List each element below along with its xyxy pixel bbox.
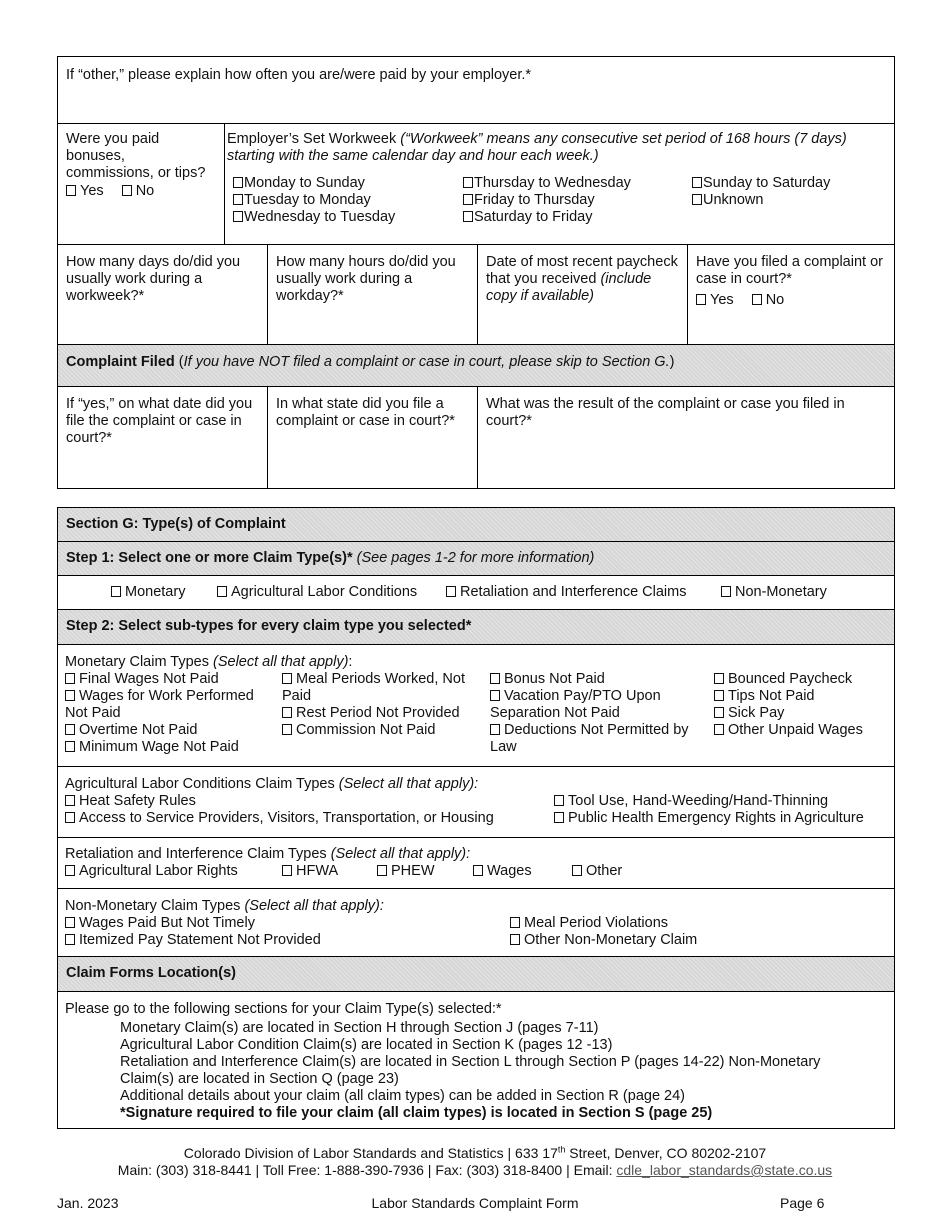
agricultural-option[interactable]: Heat Safety Rules [65, 793, 196, 810]
checkbox-icon[interactable] [65, 865, 75, 876]
checkbox-icon[interactable] [377, 865, 387, 876]
non-monetary-option[interactable]: Meal Period Violations [510, 915, 668, 932]
workweek-row [58, 124, 894, 245]
checkbox-icon[interactable] [572, 865, 582, 876]
complaint-result-label: What was the result of the complaint or case you filed in court?* [486, 396, 845, 429]
hours-per-day-label: How many hours do/did you usually work during a workday?* [276, 254, 456, 304]
location-line: Claim(s) are located in Section Q (page 23) [120, 1071, 399, 1087]
checkbox-icon[interactable] [66, 185, 76, 196]
checkbox-icon[interactable] [696, 294, 706, 305]
workweek-option[interactable]: Thursday to Wednesday [463, 175, 631, 192]
monetary-option[interactable]: Minimum Wage Not Paid [65, 739, 270, 756]
complaint-result-field[interactable] [477, 387, 894, 488]
checkbox-icon[interactable] [122, 185, 132, 196]
agricultural-option[interactable]: Access to Service Providers, Visitors, Transportation, or Housing [65, 810, 494, 827]
retaliation-option[interactable]: Other [572, 863, 622, 880]
checkbox-icon[interactable] [510, 917, 520, 928]
hours-per-day-field[interactable] [267, 245, 477, 344]
checkbox-icon[interactable] [490, 690, 500, 701]
non-monetary-subtypes-title: Non-Monetary Claim Types (Select all that apply): [65, 898, 384, 914]
retaliation-subtypes-row [58, 838, 894, 889]
non-monetary-option[interactable]: Other Non-Monetary Claim [510, 932, 697, 949]
footer-page-number: Page 6 [780, 1195, 825, 1211]
checkbox-icon[interactable] [282, 673, 292, 684]
checkbox-icon[interactable] [463, 211, 473, 222]
checkbox-icon[interactable] [446, 586, 456, 597]
monetary-subtypes-row [58, 645, 894, 767]
workweek-label: Employer’s Set Workweek (“Workweek” means any consecutive set period of 168 hours (7 days) starting with the same calendar day and hour each week.) [227, 131, 847, 164]
monetary-option[interactable]: Wages for Work Performed Not Paid [65, 688, 254, 721]
footer-email-link[interactable]: cdle_labor_standards@state.co.us [616, 1162, 833, 1178]
checkbox-icon[interactable] [490, 673, 500, 684]
workweek-option[interactable]: Wednesday to Tuesday [233, 209, 395, 226]
checkbox-icon[interactable] [714, 724, 724, 735]
retaliation-option[interactable]: HFWA [282, 863, 338, 880]
checkbox-icon[interactable] [692, 177, 702, 188]
workweek-cell [224, 124, 894, 244]
filed-date-label: If “yes,” on what date did you file the complaint or case in court?* [66, 396, 253, 446]
claim-forms-location-title: Claim Forms Location(s) [66, 965, 236, 981]
workweek-option[interactable]: Tuesday to Monday [233, 192, 371, 209]
claim-types-row [58, 576, 894, 610]
agricultural-subtypes-title: Agricultural Labor Conditions Claim Types (Select all that apply): [65, 776, 479, 792]
monetary-col-2 [282, 671, 482, 739]
monetary-option[interactable]: Meal Periods Worked, Not Paid [282, 671, 465, 704]
monetary-subtypes-title: Monetary Claim Types (Select all that apply): [65, 654, 353, 670]
claim-type-retaliation[interactable]: Retaliation and Interference Claims [446, 584, 686, 601]
paycheck-date-note: (include copy if available) [486, 271, 652, 304]
checkbox-icon[interactable] [111, 586, 121, 597]
step2-header [58, 610, 894, 645]
checkbox-icon[interactable] [282, 707, 292, 718]
checkbox-icon[interactable] [714, 690, 724, 701]
complaint-details-row [58, 387, 894, 488]
claim-forms-location-header [58, 957, 894, 992]
claim-type-monetary[interactable]: Monetary [111, 584, 185, 601]
complaint-filed-header [58, 345, 894, 387]
employment-details-table [57, 56, 895, 489]
location-line: Agricultural Labor Condition Claim(s) are located in Section K (pages 12 -13) [120, 1037, 613, 1053]
checkbox-icon[interactable] [714, 707, 724, 718]
work-hours-row [58, 245, 894, 345]
monetary-option[interactable]: Other Unpaid Wages [714, 722, 889, 739]
checkbox-icon[interactable] [721, 586, 731, 597]
checkbox-icon[interactable] [282, 724, 292, 735]
court-complaint-question: Have you filed a complaint or case in court?* [696, 254, 883, 287]
other-pay-frequency-field[interactable] [58, 57, 894, 123]
step2-heading: Step 2: Select sub-types for every claim type you selected* [66, 618, 472, 634]
workweek-option[interactable]: Saturday to Friday [463, 209, 592, 226]
footer-form-name: Labor Standards Complaint Form [371, 1195, 579, 1211]
days-per-week-label: How many days do/did you usually work during a workweek?* [66, 254, 241, 304]
checkbox-icon[interactable] [65, 724, 75, 735]
monetary-option[interactable]: Final Wages Not Paid [65, 671, 270, 688]
court-complaint-yes-option[interactable]: Yes [696, 292, 734, 308]
location-line: Additional details about your claim (all claim types) can be added in Section R (page 24) [120, 1088, 686, 1104]
section-g-title: Section G: Type(s) of Complaint [66, 516, 286, 532]
days-per-week-field[interactable] [58, 245, 267, 344]
signature-location-line: *Signature required to file your claim (all claim types) is located in Section S (page 25) [120, 1105, 713, 1121]
monetary-col-3 [490, 671, 705, 756]
step1-heading: Step 1: Select one or more Claim Type(s)* (See pages 1-2 for more information) [66, 550, 595, 566]
checkbox-icon[interactable] [473, 865, 483, 876]
non-monetary-subtypes-row [58, 889, 894, 957]
monetary-option[interactable]: Sick Pay [714, 705, 889, 722]
checkbox-icon[interactable] [490, 724, 500, 735]
bonuses-yes-option[interactable]: Yes [66, 183, 104, 199]
claim-forms-location-row [58, 992, 894, 1128]
checkbox-icon[interactable] [463, 194, 473, 205]
workweek-option[interactable]: Monday to Sunday [233, 175, 365, 192]
bonuses-question: Were you paid bonuses, commissions, or tips? [66, 131, 206, 181]
court-complaint-no-option[interactable]: No [752, 292, 785, 308]
location-line: Monetary Claim(s) are located in Section H through Section J (pages 7-11) [120, 1020, 599, 1036]
retaliation-subtypes-title: Retaliation and Interference Claim Types (Select all that apply): [65, 846, 471, 862]
checkbox-icon[interactable] [65, 795, 75, 806]
footer-address: Colorado Division of Labor Standards and Statistics | 633 17th Street, Denver, CO 80202-2107 [183, 1144, 767, 1161]
checkbox-icon[interactable] [233, 177, 243, 188]
checkbox-icon[interactable] [65, 690, 75, 701]
checkbox-icon[interactable] [752, 294, 762, 305]
checkbox-icon[interactable] [65, 917, 75, 928]
filed-date-field[interactable] [58, 387, 267, 488]
agricultural-option[interactable]: Public Health Emergency Rights in Agriculture [554, 810, 864, 827]
checkbox-icon[interactable] [554, 795, 564, 806]
workweek-option[interactable]: Sunday to Saturday [692, 175, 830, 192]
filed-state-field[interactable] [267, 387, 477, 488]
other-pay-frequency-row [58, 57, 894, 124]
non-monetary-option[interactable]: Itemized Pay Statement Not Provided [65, 932, 321, 949]
claim-type-non-monetary[interactable]: Non-Monetary [721, 584, 827, 601]
retaliation-option[interactable]: Agricultural Labor Rights [65, 863, 238, 880]
checkbox-icon[interactable] [463, 177, 473, 188]
agricultural-subtypes-row [58, 767, 894, 838]
monetary-option[interactable]: Overtime Not Paid [65, 722, 270, 739]
checkbox-icon[interactable] [65, 741, 75, 752]
checkbox-icon[interactable] [65, 673, 75, 684]
section-g-table [57, 507, 895, 1129]
monetary-option[interactable]: Tips Not Paid [714, 688, 889, 705]
checkbox-icon[interactable] [714, 673, 724, 684]
locations-intro: Please go to the following sections for your Claim Type(s) selected:* [65, 1001, 502, 1017]
checkbox-icon[interactable] [233, 194, 243, 205]
checkbox-icon[interactable] [217, 586, 227, 597]
checkbox-icon[interactable] [282, 865, 292, 876]
complaint-filed-heading: Complaint Filed (If you have NOT filed a complaint or case in court, please skip to Section G.) [66, 354, 675, 370]
checkbox-icon[interactable] [65, 934, 75, 945]
court-complaint-cell [687, 245, 894, 344]
locations-list [120, 1020, 820, 1122]
monetary-option[interactable]: Commission Not Paid [282, 722, 482, 739]
other-pay-frequency-label: If “other,” please explain how often you are/were paid by your employer.* [66, 67, 532, 83]
agricultural-option[interactable]: Tool Use, Hand-Weeding/Hand-Thinning [554, 793, 828, 810]
step1-header [58, 542, 894, 576]
monetary-option[interactable]: Rest Period Not Provided [282, 705, 482, 722]
monetary-col-1 [65, 671, 270, 756]
footer-contact: Main: (303) 318-8441 | Toll Free: 1-888-390-7936 | Fax: (303) 318-8400 | Email: cdle_labor_standards@state.co.us [117, 1162, 833, 1178]
checkbox-icon[interactable] [510, 934, 520, 945]
checkbox-icon[interactable] [692, 194, 702, 205]
checkbox-icon[interactable] [65, 812, 75, 823]
bonuses-cell [58, 124, 224, 244]
bonuses-no-option[interactable]: No [122, 183, 155, 199]
monetary-option[interactable]: Deductions Not Permitted by Law [490, 722, 689, 755]
workweek-option[interactable]: Friday to Thursday [463, 192, 595, 209]
location-line: Retaliation and Interference Claim(s) are located in Section L through Section P (pages 14-22) Non-Monetary [120, 1054, 821, 1070]
filed-state-label: In what state did you file a complaint or case in court?* [276, 396, 455, 429]
checkbox-icon[interactable] [233, 211, 243, 222]
paycheck-date-field[interactable] [477, 245, 687, 344]
retaliation-option[interactable]: Wages [473, 863, 532, 880]
monetary-col-4 [714, 671, 889, 739]
paycheck-date-label: Date of most recent paycheck that you received [486, 254, 678, 287]
checkbox-icon[interactable] [554, 812, 564, 823]
retaliation-option[interactable]: PHEW [377, 863, 435, 880]
footer-date: Jan. 2023 [57, 1195, 119, 1211]
monetary-option[interactable]: Bonus Not Paid [490, 671, 705, 688]
section-g-header [58, 508, 894, 542]
non-monetary-option[interactable]: Wages Paid But Not Timely [65, 915, 255, 932]
claim-type-agricultural[interactable]: Agricultural Labor Conditions [217, 584, 417, 601]
workweek-option[interactable]: Unknown [692, 192, 763, 209]
monetary-option[interactable]: Bounced Paycheck [714, 671, 889, 688]
monetary-option[interactable]: Vacation Pay/PTO Upon Separation Not Paid [490, 688, 661, 721]
workweek-note: (“Workweek” means any consecutive set period of 168 hours (7 days) starting with the same calendar day and hour each week.) [227, 131, 847, 164]
